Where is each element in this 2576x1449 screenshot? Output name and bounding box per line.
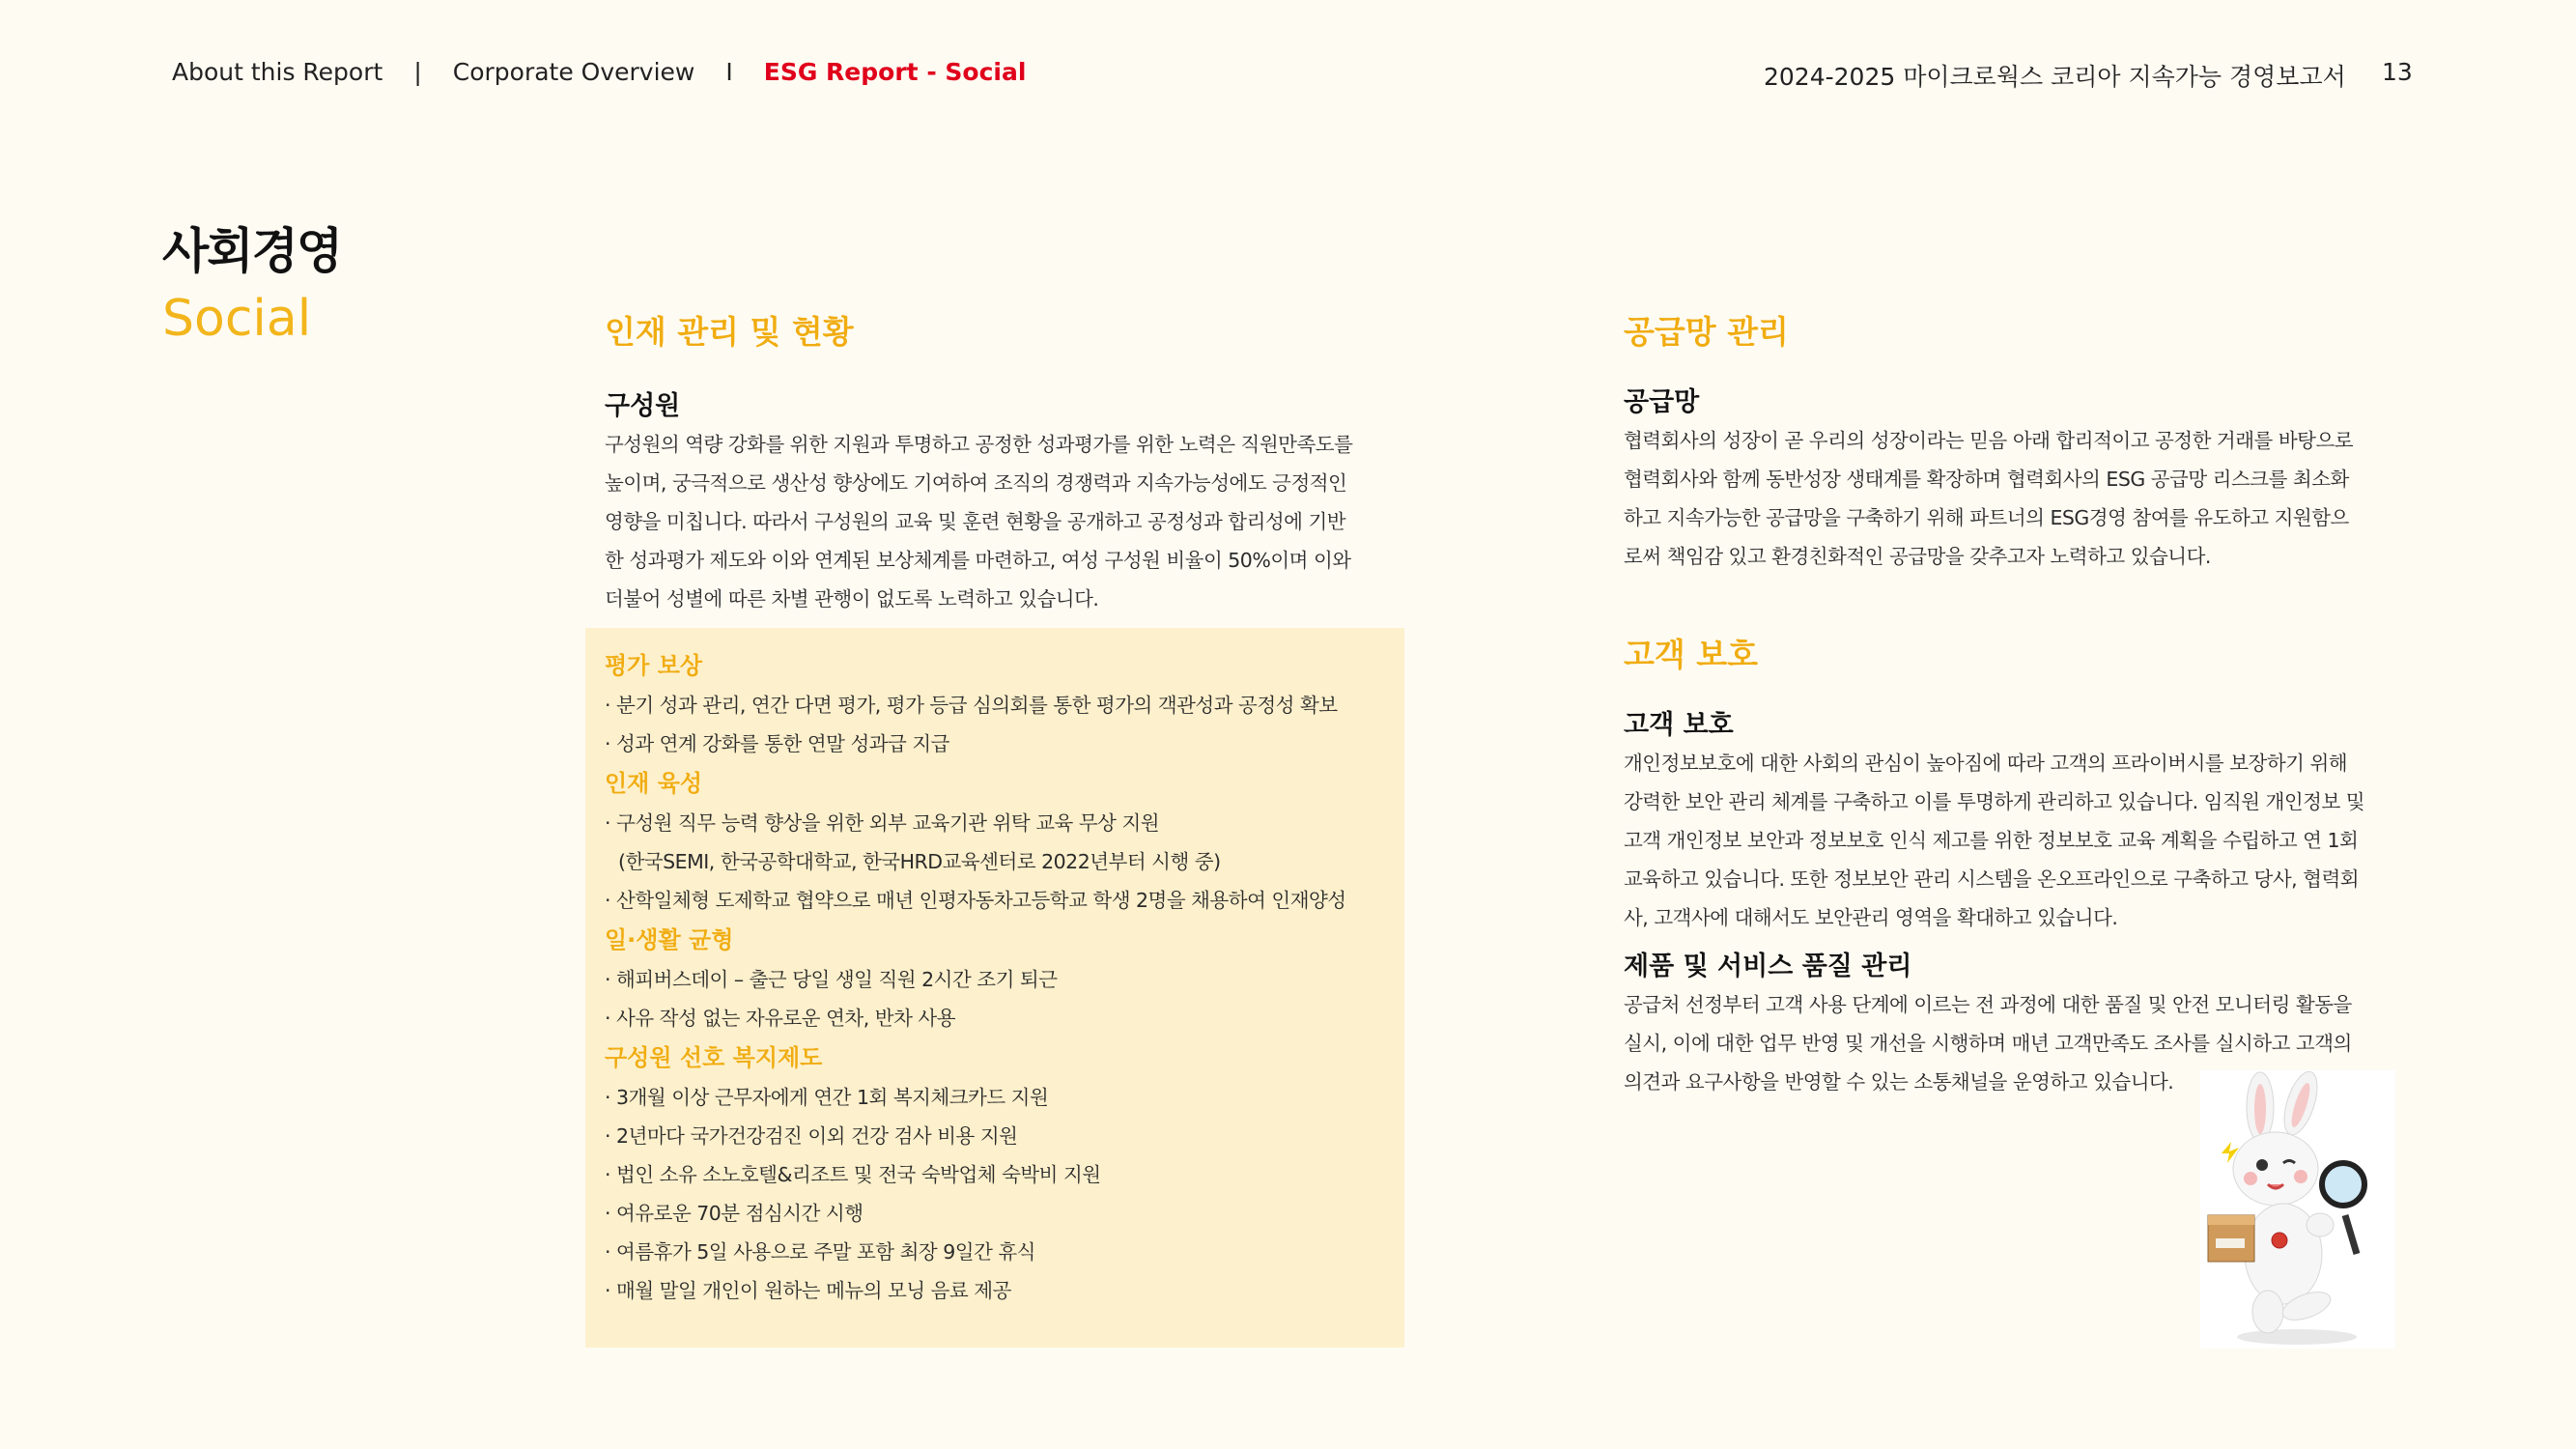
customer-subtitle: 고객 보호 [1624,710,1734,740]
customer-body-line: 개인정보보호에 대한 사회의 관심이 높아짐에 따라 고객의 프라이버시를 보장하기 위해 [1624,752,2348,775]
customer-body-line: 고객 개인정보 보안과 정보보호 인식 제고를 위한 정보보호 교육 계획을 수립하고 연 1회 [1624,829,2359,852]
hr-benefits-box [585,628,1404,1348]
quality-body-line: 의견과 요구사항을 반영할 수 있는 소통채널을 운영하고 있습니다. [1624,1070,2174,1094]
supply-body-line: 하고 지속가능한 공급망을 구축하기 위해 파트너의 ESG경영 참여를 유도하고 지원함으 [1624,506,2349,529]
talent-heading: 인재 육성 [605,770,703,797]
list-item: · 사유 작성 없는 자유로운 연차, 반차 사용 [605,1007,955,1030]
report-title: 2024-2025 마이크로웍스 코리아 지속가능 경영보고서 [1764,63,2346,91]
hr-body-line: 영향을 미칩니다. 따라서 구성원의 교육 및 훈련 현황을 공개하고 공정성과 합리성에 기반 [605,510,1346,533]
hr-body-line: 더불어 성별에 따른 차별 관행이 없도록 노력하고 있습니다. [605,587,1099,611]
list-item: · 여름휴가 5일 사용으로 주말 포함 최장 9일간 휴식 [605,1240,1035,1264]
hr-body-line: 높이며, 궁극적으로 생산성 향상에도 기여하여 조직의 경쟁력과 지속가능성에도 긍정적인 [605,471,1347,495]
nav-about-report[interactable]: About this Report [172,58,383,86]
rabbit-mascot-icon [2200,1070,2395,1349]
customer-body [1624,744,2364,937]
list-item: · 해피버스데이 – 출근 당일 생일 직원 2시간 조기 퇴근 [605,968,1058,991]
quality-body-line: 공급처 선정부터 고객 사용 단계에 이르는 전 과정에 대한 품질 및 안전 모니터링 활동을 [1624,993,2352,1016]
hr-section-title: 인재 관리 및 현황 [605,313,854,351]
list-item: · 2년마다 국가건강검진 이외 건강 검사 비용 지원 [605,1124,1018,1148]
list-item: · 성과 연계 강화를 통한 연말 성과급 지급 [605,732,949,755]
customer-body-line: 교육하고 있습니다. 또한 정보보안 관리 시스템을 온오프라인으로 구축하고 당사, 협력회 [1624,867,2360,891]
nav-corporate-overview[interactable]: Corporate Overview [452,58,695,86]
quality-subtitle: 제품 및 서비스 품질 관리 [1624,952,1912,981]
nav-esg-social[interactable]: ESG Report - Social [763,58,1027,86]
supply-body [1624,421,2353,576]
page-number: 13 [2382,58,2413,86]
list-item: · 법인 소유 소노호텔&리조트 및 전국 숙박업체 숙박비 지원 [605,1163,1101,1186]
supply-section-title: 공급망 관리 [1624,313,1789,351]
supply-body-line: 로써 책임감 있고 환경친화적인 공급망을 갖추고자 노력하고 있습니다. [1624,545,2211,568]
customer-body-line: 강력한 보안 관리 체계를 구축하고 이를 투명하게 관리하고 있습니다. 임직원 개인정보 및 [1624,790,2365,813]
work-life-heading: 일·생활 균형 [605,926,734,953]
evaluation-heading: 평가 보상 [605,652,703,679]
list-item: (한국SEMI, 한국공학대학교, 한국HRD교육센터로 2022년부터 시행 중) [618,850,1221,873]
page-title-korean: 사회경영 [162,223,342,279]
nav-separator: | [413,58,422,86]
list-item: · 분기 성과 관리, 연간 다면 평가, 평가 등급 심의회를 통한 평가의 객관성과 공정성 확보 [605,694,1338,717]
quality-body-line: 실시, 이에 대한 업무 반영 및 개선을 시행하며 매년 고객만족도 조사를 실시하고 고객의 [1624,1032,2352,1055]
customer-section-title: 고객 보호 [1624,636,1759,673]
list-item: · 3개월 이상 근무자에게 연간 1회 복지체크카드 지원 [605,1086,1049,1109]
hr-body-line: 구성원의 역량 강화를 위한 지원과 투명하고 공정한 성과평가를 위한 노력은 직원만족도를 [605,433,1353,456]
list-item: · 산학일체형 도제학교 협약으로 매년 인평자동차고등학교 학생 2명을 채용하여 인재양성 [605,889,1346,912]
nav-separator: I [725,58,733,86]
customer-body-line: 사, 고객사에 대해서도 보안관리 영역을 확대하고 있습니다. [1624,906,2118,929]
list-item: · 여유로운 70분 점심시간 시행 [605,1202,863,1225]
list-item: · 구성원 직무 능력 향상을 위한 외부 교육기관 위탁 교육 무상 지원 [605,811,1160,835]
page-title-english: Social [162,290,312,348]
supply-subtitle: 공급망 [1624,387,1700,417]
supply-body-line: 협력회사와 함께 동반성장 생태계를 확장하며 협력회사의 ESG 공급망 리스크를 최소화 [1624,468,2349,491]
top-navigation [172,58,1026,86]
hr-body [605,425,1352,618]
list-item: · 매월 말일 개인이 원하는 메뉴의 모닝 음료 제공 [605,1279,1011,1302]
welfare-heading: 구성원 선호 복지제도 [605,1044,823,1071]
hr-subtitle: 구성원 [605,391,681,421]
supply-body-line: 협력회사의 성장이 곧 우리의 성장이라는 믿음 아래 합리적이고 공정한 거래를 바탕으로 [1624,429,2354,452]
hr-body-line: 한 성과평가 제도와 이와 연계된 보상체계를 마련하고, 여성 구성원 비율이 50%이며 이와 [605,549,1351,572]
